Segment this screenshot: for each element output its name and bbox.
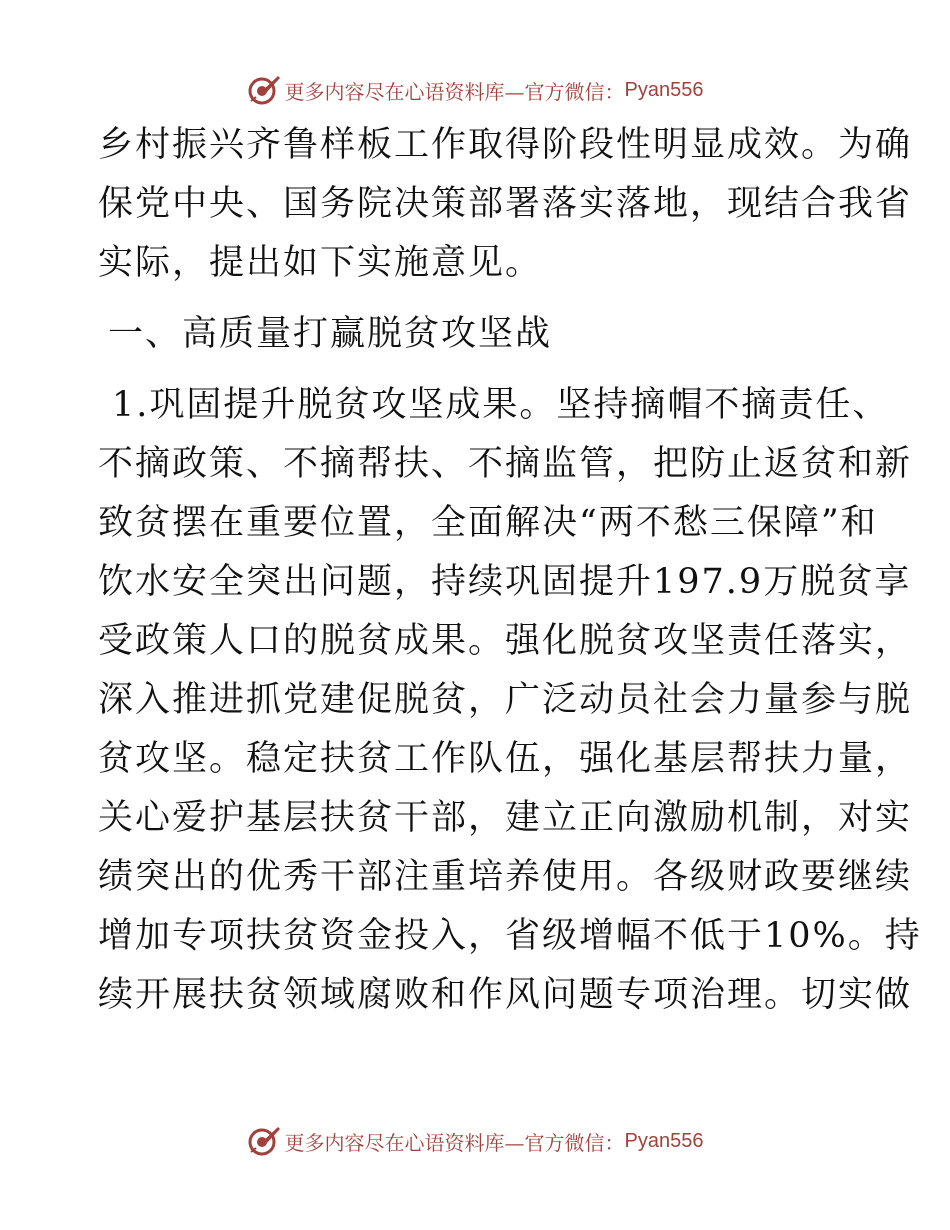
item-line: 绩突出的优秀干部注重培养使用。各级财政要继续 (98, 857, 913, 897)
item-line: 关心爱护基层扶贫干部，建立正向激励机制，对实 (98, 798, 913, 838)
item-line: 不摘政策、不摘帮扶、不摘监管，把防止返贫和新 (98, 444, 913, 484)
pen-logo-icon (247, 73, 281, 107)
pen-logo-icon (247, 1124, 281, 1158)
footer-banner (0, 1121, 950, 1161)
item-line: 1.巩固提升脱贫攻坚成果。坚持摘帽不摘责任、 (112, 385, 890, 425)
item-line: 续开展扶贫领域腐败和作风问题专项治理。切实做 (98, 975, 913, 1015)
footer-wechat-id: Pyan556 (624, 1129, 704, 1152)
item-line: 增加专项扶贫资金投入，省级增幅不低于10%。持 (98, 916, 922, 956)
intro-line: 乡村振兴齐鲁样板工作取得阶段性明显成效。为确 (98, 125, 913, 165)
header-banner (0, 70, 950, 110)
header-slogan: 更多内容尽在心语资料库—官方微信： (284, 79, 625, 104)
item-line: 致贫摆在重要位置，全面解决“两不愁三保障”和 (98, 503, 878, 543)
item-line: 深入推进抓党建促脱贫，广泛动员社会力量参与脱 (98, 680, 913, 720)
intro-line: 实际，提出如下实施意见。 (98, 243, 543, 283)
item-line: 贫攻坚。稳定扶贫工作队伍，强化基层帮扶力量， (98, 739, 913, 779)
document-body (98, 116, 922, 1025)
item-line: 受政策人口的脱贫成果。强化脱贫攻坚责任落实， (98, 621, 913, 661)
intro-line: 保党中央、国务院决策部署落实落地，现结合我省 (98, 184, 913, 224)
item-line: 饮水安全突出问题，持续巩固提升197.9万脱贫享 (98, 562, 912, 602)
footer-slogan: 更多内容尽在心语资料库—官方微信： (284, 1130, 625, 1155)
header-wechat-id: Pyan556 (624, 78, 704, 101)
section-heading: 一、高质量打赢脱贫攻坚战 (108, 314, 553, 354)
